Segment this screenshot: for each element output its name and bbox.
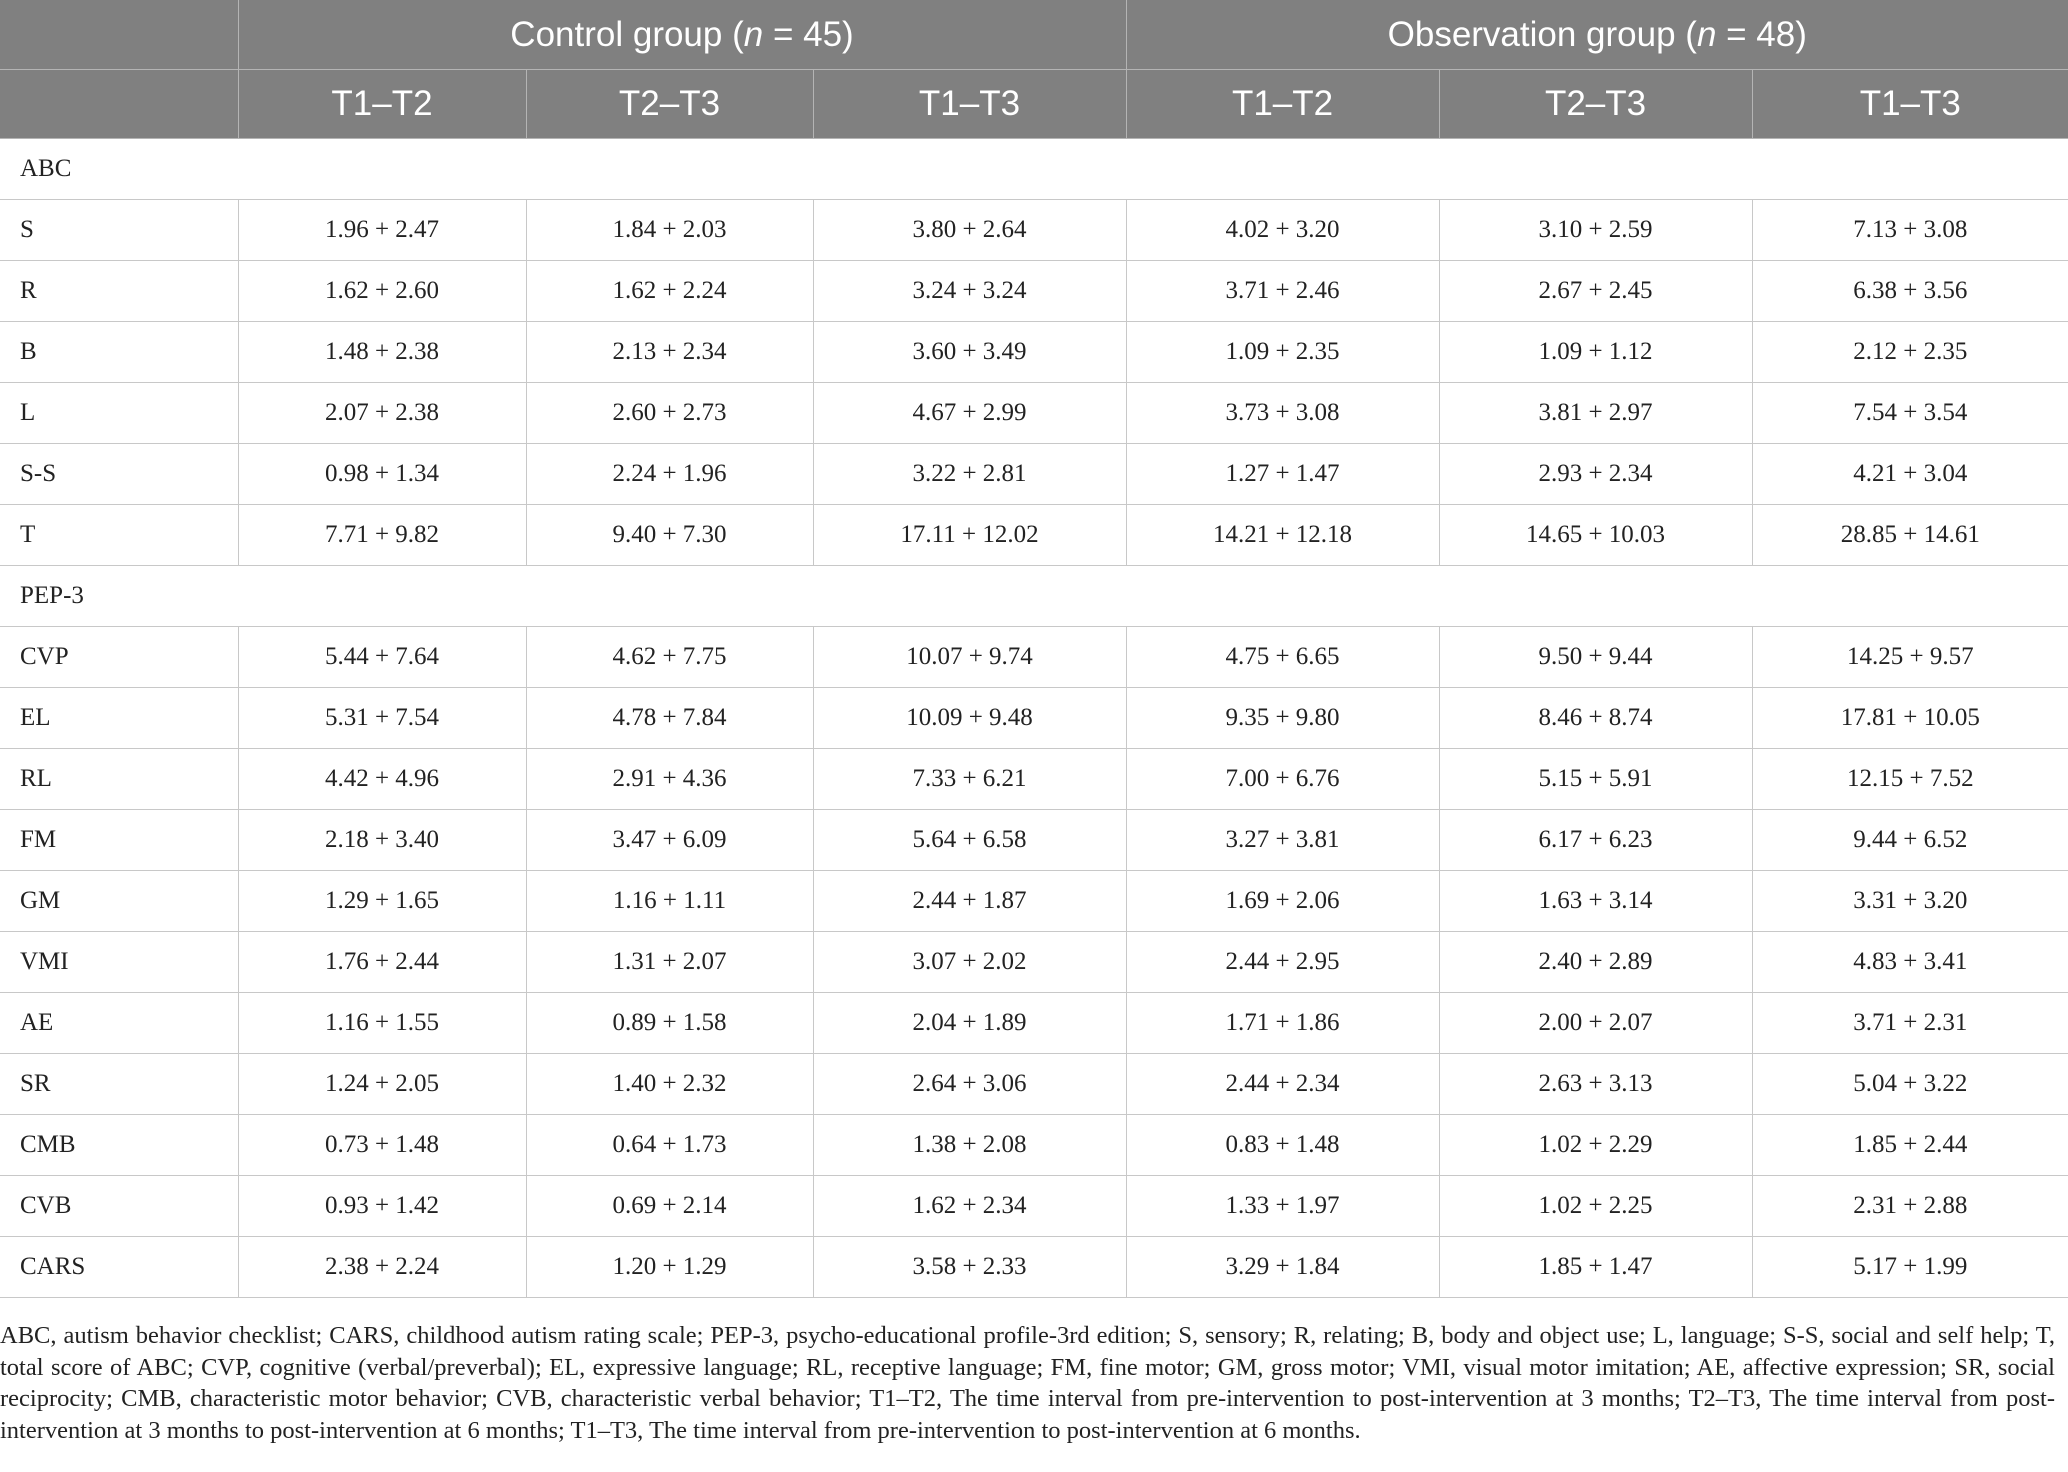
column-header: T2–T3 [1439, 70, 1752, 139]
value-cell: 17.11 + 12.02 [813, 505, 1126, 566]
table-row [0, 1054, 2068, 1115]
value-cell: 1.38 + 2.08 [813, 1115, 1126, 1176]
table-row [0, 627, 2068, 688]
value-cell: 3.27 + 3.81 [1126, 810, 1439, 871]
value-cell: 3.58 + 2.33 [813, 1237, 1126, 1298]
table-row [0, 383, 2068, 444]
column-header: T1–T3 [813, 70, 1126, 139]
table-row [0, 1176, 2068, 1237]
value-cell: 5.64 + 6.58 [813, 810, 1126, 871]
table-row [0, 505, 2068, 566]
value-cell: 6.38 + 3.56 [1752, 261, 2068, 322]
value-cell: 1.29 + 1.65 [238, 871, 526, 932]
value-cell: 8.46 + 8.74 [1439, 688, 1752, 749]
value-cell: 1.62 + 2.34 [813, 1176, 1126, 1237]
value-cell: 14.25 + 9.57 [1752, 627, 2068, 688]
value-cell: 9.40 + 7.30 [526, 505, 813, 566]
row-label: CMB [0, 1115, 238, 1176]
value-cell: 5.44 + 7.64 [238, 627, 526, 688]
control-group-n-value: = 45) [763, 14, 854, 54]
value-cell: 1.62 + 2.24 [526, 261, 813, 322]
value-cell: 2.91 + 4.36 [526, 749, 813, 810]
value-cell: 5.04 + 3.22 [1752, 1054, 2068, 1115]
value-cell: 1.85 + 2.44 [1752, 1115, 2068, 1176]
value-cell: 12.15 + 7.52 [1752, 749, 2068, 810]
row-label: VMI [0, 932, 238, 993]
value-cell: 3.22 + 2.81 [813, 444, 1126, 505]
value-cell: 1.33 + 1.97 [1126, 1176, 1439, 1237]
observation-group-n-value: = 48) [1716, 14, 1807, 54]
table-row [0, 1115, 2068, 1176]
row-label: CVP [0, 627, 238, 688]
value-cell: 4.83 + 3.41 [1752, 932, 2068, 993]
value-cell: 0.93 + 1.42 [238, 1176, 526, 1237]
value-cell: 5.17 + 1.99 [1752, 1237, 2068, 1298]
row-label: EL [0, 688, 238, 749]
value-cell: 1.96 + 2.47 [238, 200, 526, 261]
value-cell: 9.44 + 6.52 [1752, 810, 2068, 871]
observation-group-label: Observation group ( [1387, 14, 1697, 54]
value-cell: 1.76 + 2.44 [238, 932, 526, 993]
row-label: SR [0, 1054, 238, 1115]
value-cell: 3.31 + 3.20 [1752, 871, 2068, 932]
table-row [0, 688, 2068, 749]
row-label: R [0, 261, 238, 322]
value-cell: 2.12 + 2.35 [1752, 322, 2068, 383]
value-cell: 3.60 + 3.49 [813, 322, 1126, 383]
value-cell: 3.71 + 2.31 [1752, 993, 2068, 1054]
value-cell: 14.21 + 12.18 [1126, 505, 1439, 566]
value-cell: 2.64 + 3.06 [813, 1054, 1126, 1115]
row-label: AE [0, 993, 238, 1054]
value-cell: 4.02 + 3.20 [1126, 200, 1439, 261]
value-cell: 4.75 + 6.65 [1126, 627, 1439, 688]
column-header: T2–T3 [526, 70, 813, 139]
value-cell: 1.16 + 1.11 [526, 871, 813, 932]
value-cell: 2.67 + 2.45 [1439, 261, 1752, 322]
value-cell: 2.13 + 2.34 [526, 322, 813, 383]
value-cell: 2.93 + 2.34 [1439, 444, 1752, 505]
section-title: PEP-3 [0, 566, 2068, 627]
value-cell: 3.24 + 3.24 [813, 261, 1126, 322]
value-cell: 2.63 + 3.13 [1439, 1054, 1752, 1115]
value-cell: 3.73 + 3.08 [1126, 383, 1439, 444]
section-title: ABC [0, 139, 2068, 200]
value-cell: 4.78 + 7.84 [526, 688, 813, 749]
row-label: S-S [0, 444, 238, 505]
table-row [0, 200, 2068, 261]
row-label: CARS [0, 1237, 238, 1298]
value-cell: 2.00 + 2.07 [1439, 993, 1752, 1054]
row-label: B [0, 322, 238, 383]
value-cell: 0.69 + 2.14 [526, 1176, 813, 1237]
value-cell: 2.04 + 1.89 [813, 993, 1126, 1054]
value-cell: 10.07 + 9.74 [813, 627, 1126, 688]
value-cell: 3.29 + 1.84 [1126, 1237, 1439, 1298]
row-label: RL [0, 749, 238, 810]
value-cell: 5.15 + 5.91 [1439, 749, 1752, 810]
table-row [0, 322, 2068, 383]
value-cell: 1.63 + 3.14 [1439, 871, 1752, 932]
value-cell: 5.31 + 7.54 [238, 688, 526, 749]
value-cell: 9.50 + 9.44 [1439, 627, 1752, 688]
value-cell: 4.21 + 3.04 [1752, 444, 2068, 505]
value-cell: 1.27 + 1.47 [1126, 444, 1439, 505]
table-row [0, 810, 2068, 871]
value-cell: 1.31 + 2.07 [526, 932, 813, 993]
value-cell: 0.89 + 1.58 [526, 993, 813, 1054]
period-header-row [0, 70, 2068, 139]
value-cell: 14.65 + 10.03 [1439, 505, 1752, 566]
value-cell: 1.20 + 1.29 [526, 1237, 813, 1298]
value-cell: 4.42 + 4.96 [238, 749, 526, 810]
value-cell: 7.54 + 3.54 [1752, 383, 2068, 444]
value-cell: 7.33 + 6.21 [813, 749, 1126, 810]
value-cell: 28.85 + 14.61 [1752, 505, 2068, 566]
value-cell: 1.69 + 2.06 [1126, 871, 1439, 932]
value-cell: 6.17 + 6.23 [1439, 810, 1752, 871]
header-corner-cell [0, 0, 238, 70]
row-label: CVB [0, 1176, 238, 1237]
control-group-n-symbol: n [743, 14, 764, 54]
value-cell: 3.71 + 2.46 [1126, 261, 1439, 322]
value-cell: 2.24 + 1.96 [526, 444, 813, 505]
value-cell: 0.83 + 1.48 [1126, 1115, 1439, 1176]
observation-group-header [1126, 0, 2068, 70]
value-cell: 1.84 + 2.03 [526, 200, 813, 261]
value-cell: 1.71 + 1.86 [1126, 993, 1439, 1054]
row-label: T [0, 505, 238, 566]
header-corner-cell [0, 70, 238, 139]
value-cell: 7.13 + 3.08 [1752, 200, 2068, 261]
value-cell: 1.40 + 2.32 [526, 1054, 813, 1115]
value-cell: 0.64 + 1.73 [526, 1115, 813, 1176]
table-row [0, 444, 2068, 505]
table-row [0, 261, 2068, 322]
value-cell: 2.40 + 2.89 [1439, 932, 1752, 993]
value-cell: 2.07 + 2.38 [238, 383, 526, 444]
value-cell: 0.73 + 1.48 [238, 1115, 526, 1176]
value-cell: 2.44 + 2.95 [1126, 932, 1439, 993]
value-cell: 2.60 + 2.73 [526, 383, 813, 444]
row-label: FM [0, 810, 238, 871]
control-group-label: Control group ( [510, 14, 744, 54]
row-label: L [0, 383, 238, 444]
value-cell: 3.80 + 2.64 [813, 200, 1126, 261]
table-row [0, 749, 2068, 810]
section-header-row [0, 566, 2068, 627]
row-label: S [0, 200, 238, 261]
value-cell: 2.31 + 2.88 [1752, 1176, 2068, 1237]
table-row [0, 1237, 2068, 1298]
value-cell: 2.38 + 2.24 [238, 1237, 526, 1298]
group-header-row [0, 0, 2068, 70]
value-cell: 7.00 + 6.76 [1126, 749, 1439, 810]
value-cell: 0.98 + 1.34 [238, 444, 526, 505]
section-header-row [0, 139, 2068, 200]
value-cell: 7.71 + 9.82 [238, 505, 526, 566]
value-cell: 3.07 + 2.02 [813, 932, 1126, 993]
value-cell: 1.85 + 1.47 [1439, 1237, 1752, 1298]
value-cell: 1.09 + 1.12 [1439, 322, 1752, 383]
table-row [0, 993, 2068, 1054]
row-label: GM [0, 871, 238, 932]
value-cell: 1.16 + 1.55 [238, 993, 526, 1054]
table-body [0, 139, 2068, 1298]
column-header: T1–T3 [1752, 70, 2068, 139]
value-cell: 4.62 + 7.75 [526, 627, 813, 688]
table-header [0, 0, 2068, 139]
value-cell: 1.24 + 2.05 [238, 1054, 526, 1115]
value-cell: 2.18 + 3.40 [238, 810, 526, 871]
table-footnote: ABC, autism behavior checklist; CARS, childhood autism rating scale; PEP-3, psycho-educational profile-3rd edition; S, sensory; R, relating; B, body and object use; L, language; S-S, social and self help; T, total score of ABC; CVP, cognitive (verbal/preverbal); EL, expressive language; RL, receptive language; FM, fine motor; GM, gross motor; VMI, visual motor imitation; AE, affective expression; SR, social reciprocity; CMB, characteristic motor behavior; CVB, characteristic verbal behavior; T1–T2, The time interval from pre-intervention to post-intervention at 3 months; T2–T3, The time interval from post-intervention at 3 months to post-intervention at 6 months; T1–T3, The time interval from pre-intervention to post-intervention at 6 months. [0, 1322, 2055, 1444]
value-cell: 2.44 + 2.34 [1126, 1054, 1439, 1115]
value-cell: 9.35 + 9.80 [1126, 688, 1439, 749]
table-row [0, 871, 2068, 932]
value-cell: 1.02 + 2.29 [1439, 1115, 1752, 1176]
observation-group-n-symbol: n [1696, 14, 1717, 54]
value-cell: 1.02 + 2.25 [1439, 1176, 1752, 1237]
column-header: T1–T2 [238, 70, 526, 139]
column-header: T1–T2 [1126, 70, 1439, 139]
value-cell: 17.81 + 10.05 [1752, 688, 2068, 749]
value-cell: 1.09 + 2.35 [1126, 322, 1439, 383]
value-cell: 3.81 + 2.97 [1439, 383, 1752, 444]
value-cell: 3.10 + 2.59 [1439, 200, 1752, 261]
value-cell: 3.47 + 6.09 [526, 810, 813, 871]
table-row [0, 932, 2068, 993]
value-cell: 10.09 + 9.48 [813, 688, 1126, 749]
value-cell: 1.62 + 2.60 [238, 261, 526, 322]
value-cell: 1.48 + 2.38 [238, 322, 526, 383]
control-group-header [238, 0, 1126, 70]
value-cell: 2.44 + 1.87 [813, 871, 1126, 932]
value-cell: 4.67 + 2.99 [813, 383, 1126, 444]
